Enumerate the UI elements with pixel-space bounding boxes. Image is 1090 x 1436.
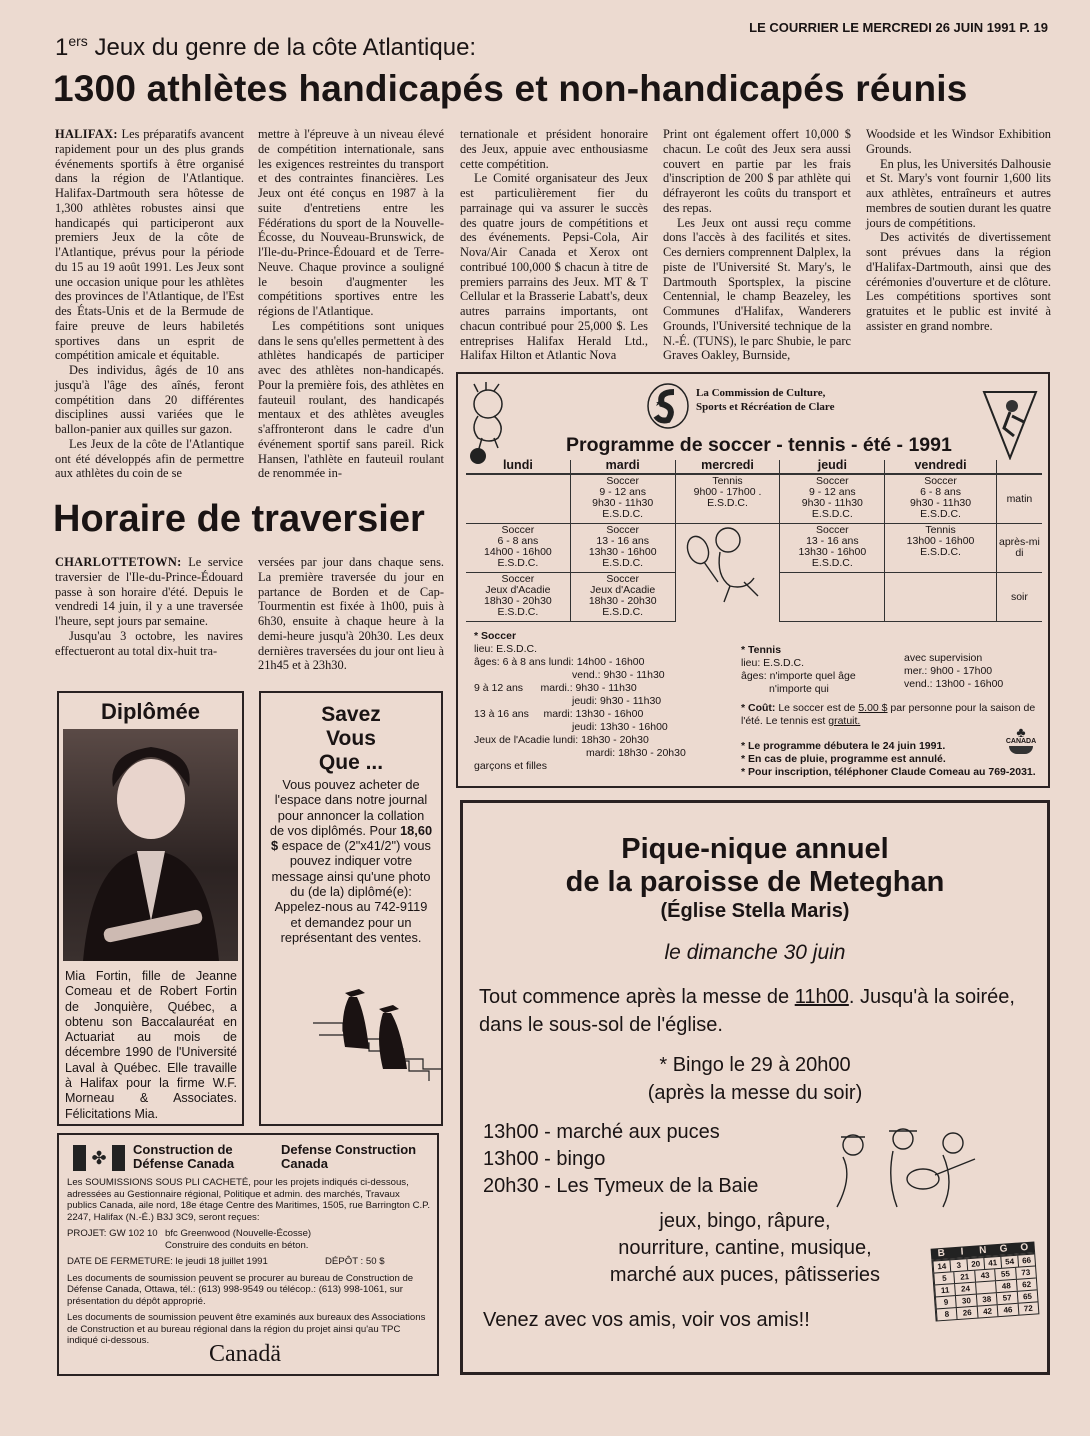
bingo-number: 11	[934, 1284, 955, 1296]
bingo-number: 66	[1017, 1254, 1035, 1266]
cell-line: Soccer	[815, 524, 849, 536]
promo-title	[261, 703, 441, 775]
canada-flag-icon: ✤	[73, 1145, 125, 1171]
period-header	[996, 460, 1042, 474]
cell-line: 9h30 - 11h30	[592, 497, 654, 509]
cell-line: Soccer	[606, 524, 640, 536]
period-label: après-midi	[996, 524, 1042, 573]
activity-line: nourriture, cantine, musique,	[618, 1237, 872, 1259]
graduate-notice-box	[57, 691, 244, 1126]
cell-line: E.S.D.C.	[497, 606, 539, 618]
tennis-supervision	[904, 652, 1003, 691]
graduate-portrait-icon	[63, 729, 238, 961]
cell-line: 13h00 - 16h00	[906, 535, 975, 547]
cost-note	[741, 702, 1041, 728]
soccer-notes-title: * Soccer	[474, 630, 517, 642]
cell-line: Soccer	[501, 524, 535, 536]
tennis-note-line: n'importe qui	[769, 683, 829, 695]
cost-label: * Coût:	[741, 702, 776, 714]
day-header: vendredi	[885, 460, 997, 474]
cell-line: E.S.D.C.	[920, 508, 961, 520]
bullet-line: * Pour inscription, téléphoner Claude Comeau au 769-2031.	[741, 766, 1036, 778]
cell-line: 6 - 8 ans	[920, 486, 961, 498]
schedule-item: 20h30 - Les Tymeux de la Baie	[483, 1175, 759, 1197]
cell-line: 6 - 8 ans	[497, 535, 539, 547]
bingo-number: 30	[955, 1295, 976, 1307]
article-paragraph	[663, 127, 851, 216]
graduate-title: Diplômée	[100, 699, 201, 724]
article-paragraph	[258, 319, 444, 481]
kicker-sup: ers	[68, 33, 88, 49]
cell-line: E.S.D.C.	[602, 557, 644, 569]
soccer-note-line: mardi: 18h30 - 20h30	[586, 747, 686, 759]
cell-line: Jeux d'Acadie	[590, 584, 656, 596]
schedule-item: 13h00 - marché aux puces	[483, 1121, 720, 1143]
cell-line: E.S.D.C.	[707, 497, 748, 509]
cost-price: 5.00 $	[858, 702, 888, 714]
cell-line: E.S.D.C.	[602, 508, 644, 520]
soccer-note-line: 13 à 16 ans mardi: 13h30 - 16h00	[474, 708, 644, 720]
cell-line: Soccer	[815, 475, 849, 487]
intro-text: Tout commence après la messe de	[479, 986, 795, 1008]
canada-soccer-logo	[1004, 726, 1038, 754]
article-paragraph	[460, 127, 648, 171]
cell-line: 9 - 12 ans	[808, 486, 856, 498]
tennis-note-line: âges: n'importe quel âge	[741, 670, 856, 682]
article-headline: 1300 athlètes handicapés et non-handicapés réunis	[53, 68, 968, 109]
bingo-number: 20	[966, 1258, 984, 1270]
tender-docs-1: Les documents de soumission peuvent se procurer au bureau de Construction de Défense Canada, Ottawa, tél.: (613) 998-9549 ou télécop.: (613) 998-1061, sur présentation du dépôt approprié.	[67, 1272, 414, 1307]
canada-wordmark: Canadä	[209, 1341, 281, 1367]
activity-line: jeux, bingo, râpure,	[659, 1210, 831, 1232]
soccer-programme-title: Programme de soccer - tennis - été - 1991	[566, 434, 952, 456]
bingo-number: 5	[933, 1272, 954, 1284]
cartoon-tennis-player-icon	[684, 516, 764, 608]
graduates-on-stairs-icon	[311, 983, 441, 1103]
promo-text-b: espace de (2"x41/2") vous pouvez indiquer votre message ainsi qu'une photo du (de la) diplômé(e): Appelez-nous au 742-9119 et demandez pour un représentant des ventes.	[271, 838, 431, 945]
paragraph-text: Le Comité organisateur des Jeux est particulièrement fier du parrainage qui va assurer le succès des quatre jours de compétitions et des événements. Pepsi-Cola, Air Nova/Air Canada et Xerox ont contribué 100,000 $ chacun à titre de premiers parrains des Jeux. MT & T Cellular et la Brasserie Labatt's, deux autres parrains importants, ont chacun contribué pour 25,000 $. Les entreprises Halifax Herald Ltd., Halifax Hilton et Atlantic Nova	[460, 171, 648, 363]
cell-line: 13 - 16 ans	[596, 535, 649, 547]
day-header: lundi	[466, 460, 570, 474]
paragraph-text: Woodside et les Windsor Exhibition Grounds.	[866, 127, 1051, 156]
bingo-number: 57	[996, 1292, 1017, 1304]
tender-intro: Les SOUMISSIONS SOUS PLI CACHETÉ, pour les projets indiqués ci-dessous, adressées au Gestionnaire régional, Politique et admin. des marchés, Travaux publics Canada, aile nord, 18e étage Centre des Maritimes, 1505, rue Barrington C.P. 2247, Halifax (N.-É.) B3J 3C9, seront reçues:	[67, 1177, 430, 1223]
article-column	[460, 127, 648, 363]
article-paragraph	[55, 363, 244, 437]
soccer-note-line: jeudi: 9h30 - 11h30	[572, 695, 662, 707]
schedule-cell	[885, 474, 997, 524]
paragraph-text: mettre à l'épreuve à un niveau élevé de compétition internationale, sans les exigences restreintes du transport et des contraintes financières. Les Jeux ont été conçus en 1987 à la suite d'entretiens entre les Fédérations du sport de la Nouvelle-Écosse, du Nouveau-Brunswick, de l'Ile-du-Prince-Édouard et de Terre-Neuve. Chaque province a souligné le besoin d'augmenter les compétitions sportives entre les régions de l'Atlantique.	[258, 127, 444, 318]
bingo-letter: G	[999, 1243, 1008, 1255]
cell-line: 13h30 - 16h00	[588, 546, 657, 558]
cell-line: E.S.D.C.	[497, 557, 539, 569]
bullet-line: * Le programme débutera le 24 juin 1991.	[741, 740, 946, 752]
schedule-cell	[780, 524, 885, 573]
bingo-number: 38	[976, 1293, 997, 1305]
soccer-note-line: vend.: 9h30 - 11h30	[572, 669, 665, 681]
bingo-number: 14	[932, 1260, 950, 1272]
tennis-note-line: lieu: E.S.D.C.	[741, 657, 805, 669]
advertising-promo-box	[259, 691, 443, 1126]
schedule-header-row	[466, 460, 1042, 474]
soccer-note-line: jeudi: 13h30 - 16h00	[572, 721, 668, 733]
article-column	[866, 127, 1051, 334]
picnic-ad-box	[460, 800, 1050, 1375]
soccer-note-line: Jeux de l'Acadie lundi: 18h30 - 20h30	[474, 734, 649, 746]
paragraph-text: Les Jeux de la côte de l'Atlantique ont été développés afin de permettre aux athlètes du coin de se	[55, 436, 244, 481]
promo-title-line: Que ...	[318, 751, 384, 774]
bingo-letter: N	[978, 1244, 987, 1257]
cell-line: 9h30 - 11h30	[909, 497, 972, 509]
cell-line: 13h30 - 16h00	[798, 546, 867, 558]
paragraph-text: Les Jeux ont aussi reçu comme dons l'accès à des facilités et sites. Ces derniers comprennent Dalplex, la piste de l'Université St. Mary's, le Dartmouth Sportsplex, la piscine Centennial, le champ Beazeley, les Communes d'Halifax, Wanderers Grounds, l'Université technique de la N.-É. (TUNS), le parc Shubie, le parc Graves Oakley, Burnside,	[663, 215, 851, 363]
article-paragraph	[460, 171, 648, 363]
paragraph-text: Jusqu'au 3 octobre, les navires effectueront au total dix-huit tra-	[55, 628, 243, 658]
cell-line: Soccer	[606, 573, 640, 585]
bingo-card-grid	[931, 1252, 1039, 1321]
clare-commission-logo-icon	[646, 382, 690, 430]
supervision-line: avec supervision	[904, 652, 983, 664]
promo-price: 18,60 $	[271, 822, 433, 854]
cell-line: 18h30 - 20h30	[588, 595, 657, 607]
project-label: PROJET: GW 102 10	[67, 1228, 158, 1239]
cell-line: E.S.D.C.	[602, 606, 644, 618]
schedule-cell	[570, 474, 675, 524]
period-label: soir	[996, 573, 1042, 622]
bingo-letter: O	[1020, 1241, 1029, 1254]
bingo-subline: (après la messe du soir)	[647, 1082, 863, 1104]
paragraph-text: Print ont également offert 10,000 $ chacun. Le coût des Jeux sera aussi couvert en partie par les frais d'inscription de 200 $ par athlète qui défrayeront les coûts du transport et des repas.	[663, 127, 851, 215]
schedule-item: 13h00 - bingo	[483, 1148, 606, 1170]
cell-line: Tennis	[925, 524, 956, 536]
bingo-number: 24	[955, 1283, 976, 1295]
article-paragraph	[663, 216, 851, 364]
article-paragraph	[55, 437, 244, 481]
cell-line: Soccer	[501, 573, 535, 585]
day-header: mardi	[570, 460, 675, 474]
article-paragraph	[258, 127, 444, 319]
cell-line: 13 - 16 ans	[806, 535, 859, 547]
ferry-column	[55, 555, 243, 658]
cell-line: Jeux d'Acadie	[485, 584, 551, 596]
tender-org-en: Defense Construction Canada	[281, 1142, 417, 1171]
day-header: jeudi	[780, 460, 885, 474]
promo-text	[261, 775, 441, 945]
article-paragraph	[866, 157, 1051, 231]
supervision-line: vend.: 13h00 - 16h00	[904, 678, 1004, 690]
cell-line: Soccer	[924, 475, 957, 487]
deposit: DÉPÔT : 50 $	[325, 1256, 385, 1267]
promo-title-line: Vous	[326, 727, 376, 750]
organizer-line: La Commission de Culture,	[696, 387, 826, 399]
ferry-headline: Horaire de traversier	[53, 498, 425, 540]
activity-line: marché aux puces, pâtisseries	[609, 1264, 881, 1286]
bingo-number: 43	[974, 1269, 995, 1281]
bingo-number: 26	[956, 1307, 977, 1319]
project-description: Construire des conduits en béton.	[165, 1239, 309, 1251]
cell-line: E.S.D.C.	[811, 557, 853, 569]
bingo-number	[975, 1281, 996, 1293]
article-kicker	[55, 33, 476, 62]
soccer-programme-box	[456, 372, 1050, 788]
picnic-date: le dimanche 30 juin	[664, 941, 846, 964]
bingo-number: 21	[954, 1271, 975, 1283]
bingo-number: 54	[1000, 1256, 1018, 1268]
tender-body	[67, 1177, 431, 1347]
paragraph-text: Les préparatifs avancent rapidement pour un des plus grands événements sportifs à être organisé dans la région de l'Atlantique. Halifax-Dartmouth sera hôtesse de 1,300 athlètes robustes ainsi que handicapés qui participeront aux premiers Jeux de la côte de l'Atlantique, prévus pour la période du 15 au 19 août 1991. Les Jeux sont une occasion unique pour les athlètes des provinces de l'Atlantique, de l'Est des États-Unis et de la Bermude de faire preuve de leurs habiletés sportives dans un esprit de compétition amicale et équitable.	[55, 127, 244, 363]
cell-line: 9h00 - 17h00 .	[693, 486, 762, 498]
tender-project	[67, 1228, 431, 1251]
paragraph-text: Les compétitions sont uniques dans le sens qu'elles permettent à des athlètes handicapés de participer avec des athlètes non-handicapés. Pour la première fois, des athlètes en fauteuil roulant, des handicapés mentaux et des athlètes aveugles s'affronteront dans le cadre d'un événement sportif sans pareil. Rick Hansen, l'athlète en fauteuil roulant de renommée in-	[258, 318, 444, 481]
graduate-caption: Mia Fortin, fille de Jeanne Comeau et de Robert Fortin de Jonquière, Québec, a obtenu son Baccalauréat en Actuariat au mois de décembre 1990 de l'Université Laval à Québec. Elle travaille à Halifax pour la firme W.F. Morneau & Associates. Félicitations Mia.	[65, 969, 237, 1121]
ferry-paragraph	[55, 629, 243, 659]
bingo-number: 72	[1017, 1302, 1038, 1314]
ball-icon	[1009, 746, 1033, 754]
picnic-title-2: de la paroisse de Meteghan	[565, 866, 945, 898]
paragraph-text: En plus, les Universités Dalhousie et St. Mary's vont fournir 1,600 lits aux athlètes, entraîneurs et autres membres de soutien durant les quatre jours de compétitions.	[866, 156, 1051, 230]
paragraph-text: ternationale et président honoraire des Jeux, appuie avec enthousiasme cette compétition.	[460, 127, 648, 171]
article-column	[663, 127, 851, 363]
cost-text: Le soccer est de	[775, 702, 859, 714]
soccer-note-line: lieu: E.S.D.C.	[474, 643, 538, 655]
programme-bullets	[741, 740, 1036, 779]
cost-free: gratuit.	[828, 715, 861, 727]
picnic-activities	[553, 1208, 937, 1289]
cell-line: 9h30 - 11h30	[801, 497, 863, 509]
bingo-letter: B	[937, 1247, 946, 1260]
schedule-cell	[466, 474, 570, 524]
cartoon-soccer-player-icon	[464, 382, 514, 466]
bingo-number: 8	[936, 1308, 957, 1320]
ferry-column	[258, 555, 444, 673]
kicker-text: Jeux du genre de la côte Atlantique:	[87, 34, 477, 61]
closing-date: DATE DE FERMETURE: le jeudi 18 juillet 1991	[67, 1256, 268, 1267]
schedule-cell	[885, 524, 997, 573]
picnic-closing: Venez avec vos amis, voir vos amis!!	[483, 1309, 810, 1331]
bingo-number: 48	[995, 1280, 1016, 1292]
cell-line: 18h30 - 20h30	[484, 595, 552, 607]
paragraph-text: Des activités de divertissement sont prévues dans la région d'Halifax-Dartmouth, ainsi que des cérémonies d'ouverture et de clôture. Les compétitions sportives sont gratuites et le public est invité à assister en grand nombre.	[866, 230, 1051, 333]
bingo-number: 65	[1016, 1290, 1037, 1302]
tender-docs-2: Les documents de soumission peuvent être examinés aux bureaux des Associations de Construction et au bureau régional dans la région du projet ainsi qu'au TPC indiqué ci-dessous.	[67, 1312, 426, 1346]
bingo-letter: I	[960, 1246, 964, 1258]
bingo-number: 73	[1015, 1266, 1036, 1278]
soccer-note-line: 9 à 12 ans mardi.: 9h30 - 11h30	[474, 682, 637, 694]
masthead: LE COURRIER LE MERCREDI 26 JUIN 1991 P. 19	[749, 20, 1048, 35]
paragraph-text: Des individus, âgés de 10 ans jusqu'à l'âge des aînés, feront compétition dans 20 différentes disciplines aussi variées que le ballon-panier aux quilles sur gazon.	[55, 363, 244, 436]
schedule-cell	[570, 573, 675, 622]
kicker-number: 1	[55, 34, 69, 61]
schedule-cell	[885, 573, 997, 622]
tennis-notes-title: * Tennis	[741, 644, 782, 656]
paragraph-text: Le service traversier de l'Ile-du-Prince-Édouard passe à son horaire d'été. Depuis le vendredi 14 juin, il y a une traversée l'heure, sept jours par semaine.	[55, 555, 243, 628]
cost-text: par personne pour la saison de l'été. Le tennis est	[741, 702, 1036, 727]
paragraph-text: versées par jour dans chaque sens. La première traversée du jour en partance de Borden et de Cap-Tourmentin est fixée à 1h00, puis à 6h30, ensuite à chaque heure à la demi-heure jusqu'à 20h30. Les deux dernières traversées du jour ont lieu à 21h45 et à 23h30.	[258, 555, 444, 673]
soccer-organizer	[696, 386, 834, 414]
organizer-line: Sports et Récréation de Clare	[696, 401, 835, 413]
intro-time: 11h00	[794, 986, 849, 1008]
project-place: bfc Greenwood (Nouvelle-Écosse)	[165, 1228, 312, 1239]
day-header: mercredi	[675, 460, 780, 474]
bingo-number: 55	[994, 1268, 1015, 1280]
picnic-subtitle: (Église Stella Maris)	[660, 900, 850, 922]
schedule-cell	[780, 474, 885, 524]
bingo-card	[931, 1241, 1040, 1321]
soccer-notes	[474, 630, 734, 773]
bingo-number: 41	[983, 1257, 1001, 1269]
ferry-paragraph	[258, 555, 444, 673]
article-column	[258, 127, 444, 481]
intro-text: . Jusqu'à la soirée, dans le sous-sol de l'église.	[479, 986, 1015, 1036]
bullet-line: * En cas de pluie, programme est annulé.	[741, 753, 946, 765]
cell-line: E.S.D.C.	[920, 546, 961, 558]
graduate-photo	[63, 729, 238, 961]
schedule-cell	[570, 524, 675, 573]
soccer-note-line: garçons et filles	[474, 760, 547, 772]
ferry-paragraph	[55, 555, 243, 629]
cell-line: 9 - 12 ans	[599, 486, 647, 498]
tennis-notes	[741, 644, 891, 696]
dateline: CHARLOTTETOWN:	[55, 555, 182, 569]
article-paragraph	[866, 230, 1051, 333]
period-label: matin	[996, 474, 1042, 524]
soccer-pennant-icon	[982, 388, 1038, 460]
bingo-number: 62	[1016, 1278, 1037, 1290]
dateline: HALIFAX:	[55, 127, 118, 141]
cell-line: Soccer	[606, 475, 640, 487]
schedule-cell	[780, 573, 885, 622]
picnic-title-1: Pique-nique annuel	[621, 833, 889, 865]
tender-notice-box	[57, 1133, 439, 1376]
bingo-number: 46	[997, 1304, 1018, 1316]
cell-line: Tennis	[712, 475, 743, 487]
schedule-cell	[466, 573, 570, 622]
maple-leaf-icon: ♣	[1016, 724, 1026, 740]
promo-title-line: Savez	[321, 703, 381, 726]
article-paragraph	[55, 127, 244, 363]
canada-logo-text: CANADA	[1005, 738, 1037, 745]
picnic-intro	[479, 983, 1031, 1039]
bingo-number: 3	[949, 1259, 967, 1271]
schedule-cell	[466, 524, 570, 573]
soccer-note-line: âges: 6 à 8 ans lundi: 14h00 - 16h00	[474, 656, 645, 668]
bingo-number: 42	[977, 1305, 998, 1317]
bingo-number: 9	[935, 1296, 956, 1308]
supervision-line: mer.: 9h00 - 17h00	[904, 665, 993, 677]
promo-text-a: Vous pouvez acheter de l'espace dans notre journal pour annoncer la collation de vos diplômés. Pour	[269, 777, 428, 838]
musicians-illustration-icon	[823, 1123, 993, 1213]
cell-line: 14h00 - 16h00	[484, 546, 552, 558]
article-paragraph	[866, 127, 1051, 157]
bingo-line: * Bingo le 29 à 20h00	[659, 1054, 851, 1076]
tender-dates	[67, 1256, 431, 1268]
article-column	[55, 127, 244, 481]
cell-line: E.S.D.C.	[811, 508, 853, 520]
tender-org-fr: Construction de Défense Canada	[133, 1142, 235, 1171]
